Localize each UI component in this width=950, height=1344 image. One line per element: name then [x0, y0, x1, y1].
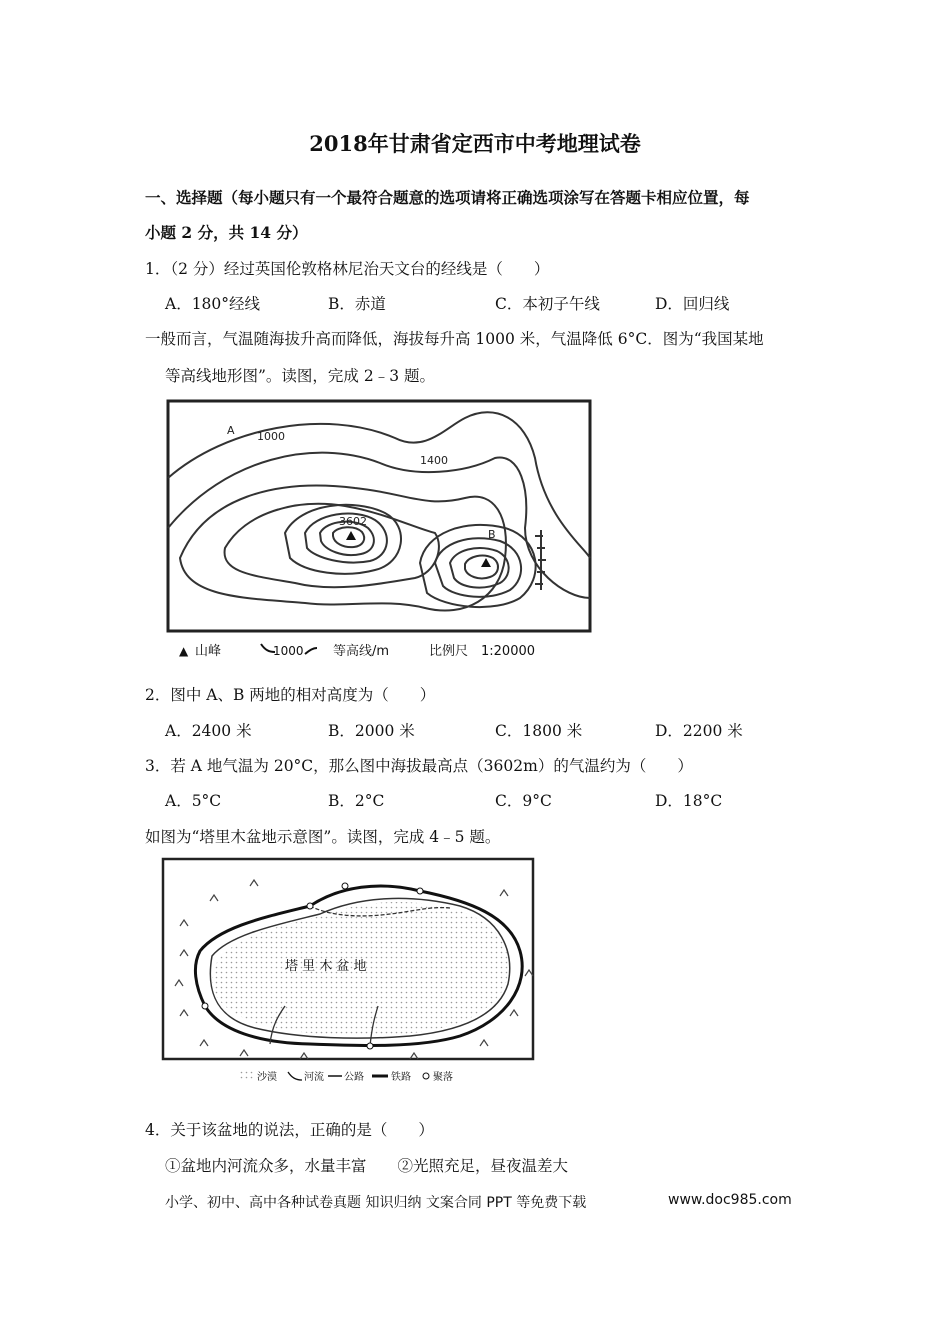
legend-peak-icon: ▲ [179, 644, 189, 658]
q1-option-b: B．赤道 [328, 295, 386, 313]
section-heading-line1: 一、选择题（每小题只有一个最符合题意的选项请将正确选项涂写在答题卡相应位置，每 [145, 188, 750, 207]
q1-option-a: A．180°经线 [165, 295, 261, 313]
legend-river-icon [288, 1072, 302, 1080]
basin-label: 塔 里 木 盆 地 [285, 959, 367, 974]
q3-option-b: B．2°C [328, 792, 385, 810]
tarim-basin-map [160, 856, 538, 1088]
legend-scale: 比例尺 1:20000 [429, 644, 536, 659]
settlement-icon [202, 1003, 208, 1009]
label-b: B [488, 528, 496, 541]
q2-option-b: B．2000 米 [328, 722, 415, 740]
passage-2-line1: 如图为“塔里木盆地示意图”。读图，完成 4﹣5 题。 [145, 828, 501, 846]
peak-elevation-label: 3602 [339, 515, 367, 528]
label-a: A [227, 424, 235, 437]
question-3-stem: 3．若 A 地气温为 20°C，那么图中海拔最高点（3602m）的气温约为（ ） [145, 757, 693, 775]
q3-option-d: D．18°C [655, 792, 723, 810]
settlement-icon [307, 903, 313, 909]
legend-settlement-icon [423, 1073, 429, 1079]
q2-option-c: C．1800 米 [495, 722, 583, 740]
legend-contour: 等高线/m [333, 644, 390, 659]
contour-label-1400: 1400 [420, 454, 448, 467]
question-1-stem: 1．（2 分）经过英国伦敦格林尼治天文台的经线是（ ） [145, 260, 550, 278]
settlement-icon [342, 883, 348, 889]
legend-settlement: 聚落 [433, 1072, 453, 1083]
legend-railway: 铁路 [391, 1072, 411, 1083]
section-heading-line2: 小题 2 分，共 14 分） [145, 223, 308, 242]
footer-url[interactable]: www.doc985.com [668, 1192, 792, 1208]
legend-contour-value: 1000 [273, 644, 304, 658]
question-4-stem: 4．关于该盆地的说法，正确的是（ ） [145, 1121, 434, 1139]
q3-option-c: C．9°C [495, 792, 552, 810]
contour-map [165, 398, 595, 663]
q1-option-d: D．回归线 [655, 295, 730, 313]
legend-peak: 山峰 [195, 644, 222, 659]
q3-option-a: A．5°C [165, 792, 222, 810]
footer-text: 小学、初中、高中各种试卷真题 知识归纳 文案合同 PPT 等免费下载 [165, 1195, 587, 1211]
question-2-stem: 2．图中 A、B 两地的相对高度为（ ） [145, 686, 436, 704]
contour-label-1000: 1000 [257, 430, 285, 443]
passage-1-line1: 一般而言，气温随海拔升高而降低，海拔每升高 1000 米，气温降低 6°C．图为“我国某地 [145, 330, 764, 348]
legend-contour-icon [305, 648, 317, 654]
q2-option-a: A．2400 米 [165, 722, 252, 740]
q2-option-d: D．2200 米 [655, 722, 743, 740]
q1-option-c: C．本初子午线 [495, 295, 600, 313]
legend-road: 公路 [344, 1072, 364, 1083]
legend-desert-icon [240, 1070, 254, 1080]
legend-desert: 沙漠 [257, 1072, 277, 1083]
settlement-icon [417, 888, 423, 894]
settlement-icon [367, 1043, 373, 1049]
legend-river: 河流 [304, 1072, 324, 1083]
page-title: 2018年甘肃省定西市中考地理试卷 [309, 131, 641, 156]
q4-statements: ①盆地内河流众多，水量丰富 ②光照充足，昼夜温差大 [165, 1157, 569, 1175]
passage-1-line2: 等高线地形图”。读图，完成 2﹣3 题。 [165, 367, 436, 385]
